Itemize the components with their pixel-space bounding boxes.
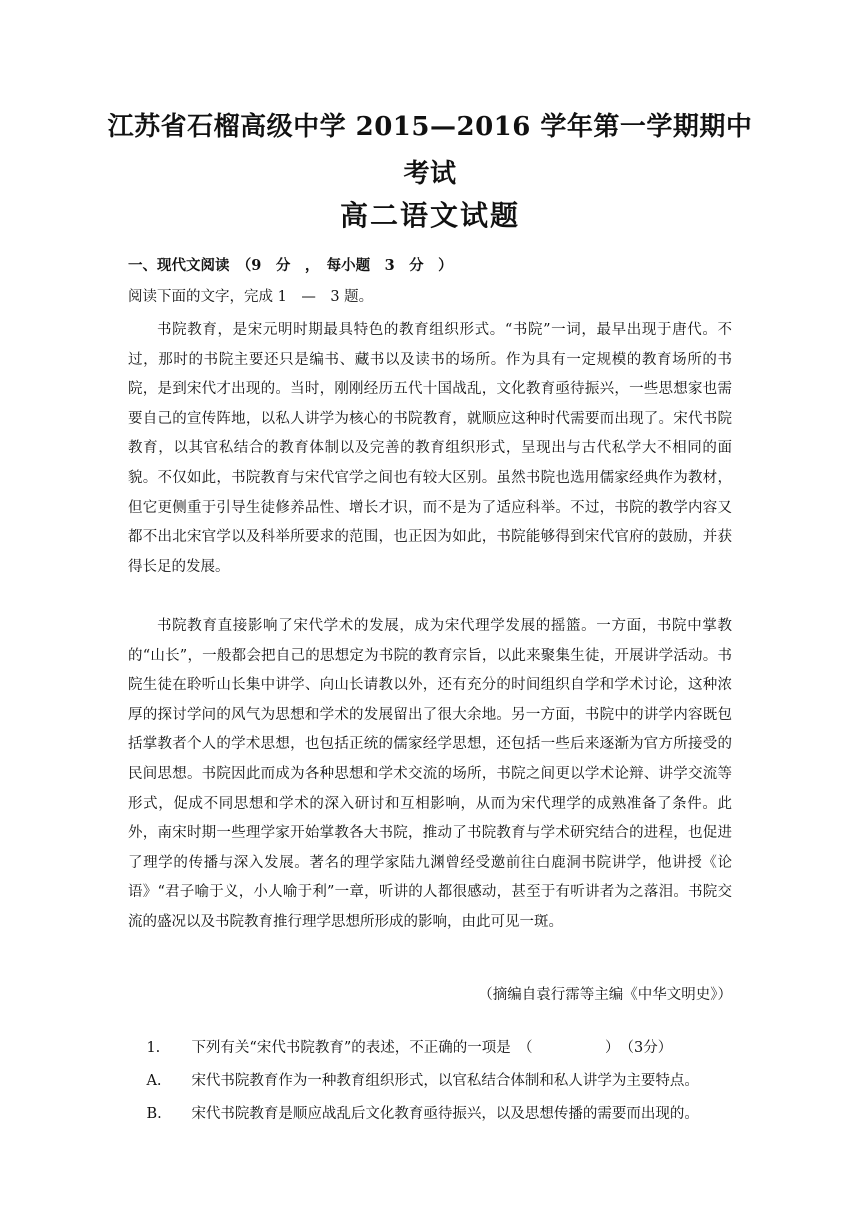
exam-title-line2: 考试 — [403, 159, 457, 189]
question-text: 下列有关“宋代书院教育”的表述，不正确的一项是 （ ） （3分） — [191, 1040, 673, 1056]
reading-instruction: 阅读下面的文字，完成 1 — 3 题。 — [128, 289, 374, 305]
section-heading: 一、现代文阅读 （9 分 ， 每小题 3 分 ） — [128, 257, 453, 274]
option-text: 宋代书院教育作为一种教育组织形式，以官私结合体制和私人讲学为主要特点。 — [191, 1073, 699, 1089]
option-b — [128, 1084, 699, 1144]
option-letter: A. — [146, 1073, 162, 1089]
exam-subtitle: 高二语文试题 — [339, 199, 520, 232]
option-letter: B. — [146, 1106, 162, 1122]
exam-title-line1: 江苏省石榴高级中学 2015—2016 学年第一学期期中 — [107, 112, 753, 142]
passage-paragraph-1: 书院教育，是宋元明时期最具特色的教育组织形式。“书院”一词，最早出现于唐代。不过，那时的书院主要还只是编书、藏书以及读书的场所。作为具有一定规模的教育场所的书院，是到宋代才出现的。当时，刚刚经历五代十国战乱，文化教育亟待振兴，一些思想家也需要自己的宣传阵地，以私人讲学为核心的书院教育，就顺应这种时代需要而出现了。宋代书院教育，以其官私结合的教育体制以及完善的教育组织形式，呈现出与古代私学大不相同的面貌。不仅如此，书院教育与宋代官学之间也有较大区别。虽然书院也选用儒家经典作为教材，但它更侧重于引导生徒修养品性、增长才识，而不是为了适应科举。不过，书院的教学内容又都不出北宋官学以及科举所要求的范围，也正因为如此，书院能够得到宋代官府的鼓励，并获得长足的发展。 — [128, 322, 732, 575]
passage-source: （摘编自袁行霈等主编《中华文明史》） — [478, 987, 732, 1003]
question-number: 1. — [146, 1040, 161, 1056]
option-text: 宋代书院教育是顺应战乱后文化教育亟待振兴，以及思想传播的需要而出现的。 — [191, 1106, 699, 1122]
passage-paragraph-2: 书院教育直接影响了宋代学术的发展，成为宋代理学发展的摇篮。一方面，书院中掌教的“山长”，一般都会把自己的思想定为书院的教育宗旨，以此来聚集生徒，开展讲学活动。书院生徒在聆听山长集中讲学、向山长请教以外，还有充分的时间组织自学和学术讨论，这种浓厚的探讨学问的风气为思想和学术的发展留出了很大余地。另一方面，书院中的讲学内容既包括掌教者个人的学术思想，也包括正统的儒家经学思想，还包括一些后来逐渐为官方所接受的民间思想。书院因此而成为各种思想和学术交流的场所，书院之间更以学术论辩、讲学交流等形式，促成不同思想和学术的深入研讨和互相影响，从而为宋代理学的成熟准备了条件。此外，南宋时期一些理学家开始掌教各大书院，推动了书院教育与学术研究结合的进程，也促进了理学的传播与深入发展。著名的理学家陆九渊曾经受邀前往白鹿洞书院讲学，他讲授《论语》“君子喻于义，小人喻于利”一章，听讲的人都很感动，甚至于有听讲者为之落泪。书院交流的盛况以及书院教育推行理学思想所形成的影响，由此可见一斑。 — [128, 618, 732, 930]
